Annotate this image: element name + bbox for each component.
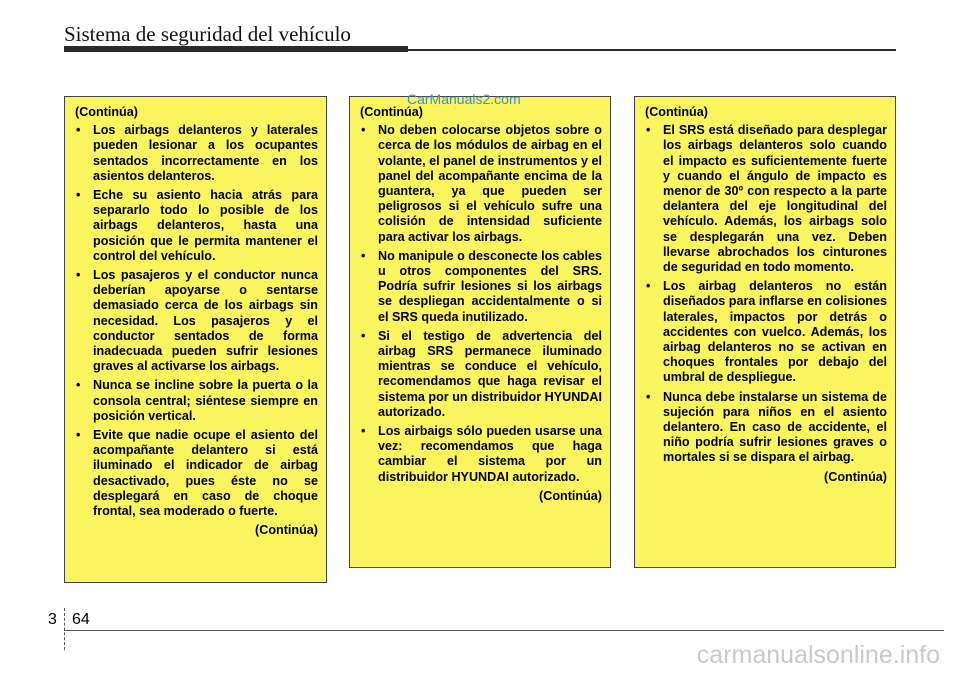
warning-list — [645, 123, 887, 465]
page-header-title: Sistema de seguridad del vehículo — [64, 22, 351, 46]
warning-item: • Si el testigo de advertencia del airbag SRS permanece iluminado mientras se conduce el vehículo, recomendamos que haga revisar el sistema por un distribuidor HYUNDAI autorizado. — [360, 329, 602, 420]
warning-list — [360, 123, 602, 485]
continues-label: (Continúa) — [539, 488, 602, 503]
warning-panel-3 — [634, 96, 896, 568]
header-rule-thin — [408, 49, 896, 51]
continues-label: (Continúa) — [824, 469, 887, 484]
continues-label: (Continúa) — [255, 523, 318, 538]
footer-rule — [64, 630, 944, 631]
warning-item: • Nunca debe instalarse un sistema de sujeción para niños en el asiento delantero. En caso de accidente, el niño podría sufrir lesiones graves o mortales si se dispara el airbag. — [645, 390, 887, 466]
footer-watermark: carmanualsonline.info — [696, 641, 940, 669]
warning-panel-1 — [64, 96, 327, 583]
page-number: 64 — [72, 611, 90, 628]
warning-item: • Nunca se incline sobre la puerta o la consola central; siéntese siempre en posición vertical. — [75, 378, 318, 424]
continued-label: (Continúa) — [75, 105, 138, 119]
warning-item: • Los pasajeros y el conductor nunca deberían apoyarse o sentarse demasiado cerca de los airbags sin necesidad. Los pasajeros y el conductor sentados de forma inadecuada pueden sufrir lesiones graves al activarse los airbags. — [75, 268, 318, 374]
warning-item: • No manipule o desconecte los cables u otros componentes del SRS. Podría sufrir lesiones si los airbags se despliegan accidentalmente o si el SRS queda inutilizado. — [360, 249, 602, 325]
warning-item: • Evite que nadie ocupe el asiento del acompañante delantero si está iluminado el indicador de airbag desactivado, pues éste no se desplegará en caso de choque frontal, sea moderado o fuerte. — [75, 428, 318, 519]
warning-panel-2 — [349, 96, 611, 568]
watermark-link[interactable]: CarManuals2.com — [407, 91, 521, 107]
page-number-divider — [64, 608, 65, 650]
warning-item: • Eche su asiento hacia atrás para separarlo todo lo posible de los airbags delanteros, hasta una posición que le permita mantener el control del vehículo. — [75, 188, 318, 264]
continued-label: (Continúa) — [360, 105, 423, 119]
chapter-number: 3 — [48, 611, 57, 628]
header-rule-thick — [64, 46, 408, 52]
warning-item: • El SRS está diseñado para desplegar los airbags delanteros solo cuando el impacto es suficientemente fuerte y cuando el ángulo de impacto es menor de 30º con respecto a la parte delantera del eje longitudinal del vehículo. Además, los airbags solo se desplegarán una vez. Deben llevarse abrochados los cinturones de seguridad en todo momento. — [645, 123, 887, 275]
warning-item: • Los airbag delanteros no están diseñados para inflarse en colisiones laterales, impactos por detrás o accidentes con vuelco. Además, los airbag delanteros no se activan en choques frontales por debajo del umbral de despliegue. — [645, 279, 887, 385]
warning-item: • Los airbags delanteros y laterales pueden lesionar a los ocupantes sentados incorrectamente en los asientos delanteros. — [75, 123, 318, 184]
warning-list — [75, 123, 318, 519]
warning-item: • Los airbaigs sólo pueden usarse una vez: recomendamos que haga cambiar el sistema por un distribuidor HYUNDAI autorizado. — [360, 424, 602, 485]
continued-label: (Continúa) — [645, 105, 708, 119]
warning-item: • No deben colocarse objetos sobre o cerca de los módulos de airbag en el volante, el panel de instrumentos y el panel del acompañante encima de la guantera, ya que pueden ser peligrosos si el vehículo sufre una colisión de intensidad suficiente para activar los airbags. — [360, 123, 602, 245]
